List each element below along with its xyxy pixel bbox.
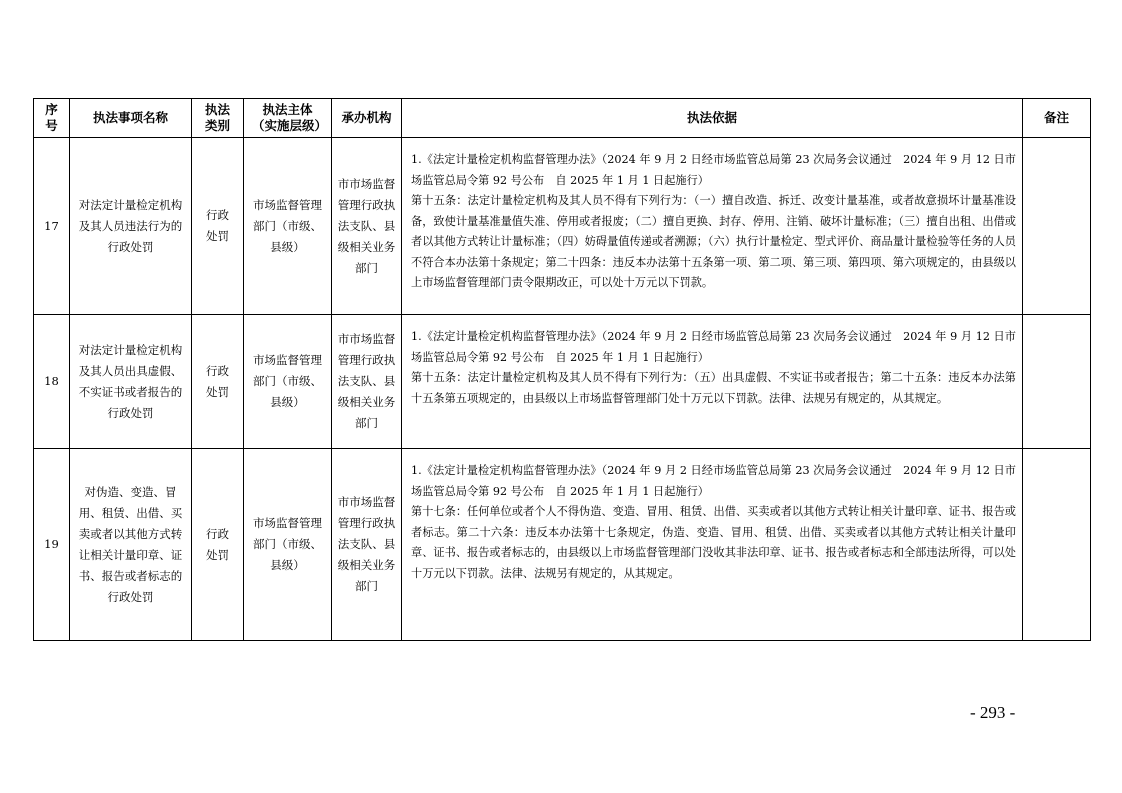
- row-basis: [402, 449, 1023, 641]
- table-row: [34, 138, 1091, 315]
- header-subject: 执法主体（实施层级）: [244, 99, 332, 138]
- row-remark: [1023, 449, 1091, 641]
- basis-paragraph: 1.《法定计量检定机构监督管理办法》（2024 年 9 月 2 日经市场监管总局第 23 次局务会议通过 2024 年 9 月 12 日市场监管总局令第 92 号公布 自 2025 年 1 月 1 日起施行）: [411, 330, 1016, 364]
- row-remark: [1023, 315, 1091, 449]
- header-category: 执法类别: [192, 99, 244, 138]
- table-row: [34, 449, 1091, 641]
- header-org: 承办机构: [332, 99, 402, 138]
- row-basis: [402, 315, 1023, 449]
- row-subject: 市场监督管理部门（市级、县级）: [244, 138, 332, 315]
- row-no: 19: [34, 449, 70, 641]
- basis-paragraph: 第十五条：法定计量检定机构及其人员不得有下列行为：（五）出具虚假、不实证书或者报告；第二十五条：违反本办法第十五条第五项规定的，由县级以上市场监督管理部门处十万元以下罚款。法律、法规另有规定的，从其规定。: [411, 371, 1016, 405]
- row-category: 行政处罚: [192, 138, 244, 315]
- row-basis: [402, 138, 1023, 315]
- table-header-row: [34, 99, 1091, 138]
- header-no: 序号: [34, 99, 70, 138]
- page-number: - 293 -: [970, 703, 1016, 722]
- table-row: [34, 315, 1091, 449]
- row-no: 18: [34, 315, 70, 449]
- basis-paragraph: 1.《法定计量检定机构监督管理办法》（2024 年 9 月 2 日经市场监管总局第 23 次局务会议通过 2024 年 9 月 12 日市场监管总局令第 92 号公布 自 2025 年 1 月 1 日起施行）: [411, 464, 1016, 498]
- header-remark: 备注: [1023, 99, 1091, 138]
- row-category: 行政处罚: [192, 449, 244, 641]
- row-name: 对伪造、变造、冒用、租赁、出借、买卖或者以其他方式转让相关计量印章、证书、报告或者标志的行政处罚: [70, 449, 192, 641]
- row-name: 对法定计量检定机构及其人员违法行为的行政处罚: [70, 138, 192, 315]
- row-org: 市市场监督管理行政执法支队、县级相关业务部门: [332, 315, 402, 449]
- enforcement-items-table: [33, 98, 1091, 641]
- basis-paragraph: 第十七条：任何单位或者个人不得伪造、变造、冒用、租赁、出借、买卖或者以其他方式转让相关计量印章、证书、报告或者标志。第二十六条：违反本办法第十七条规定，伪造、变造、冒用、租赁、出借、买卖或者以其他方式转让相关计量印章、证书、报告或者标志的，由县级以上市场监督管理部门没收其非法印章、证书、报告或者标志和全部违法所得，可以处十万元以下罚款。法律、法规另有规定的，从其规定。: [411, 505, 1016, 580]
- row-subject: 市场监督管理部门（市级、县级）: [244, 315, 332, 449]
- row-org: 市市场监督管理行政执法支队、县级相关业务部门: [332, 138, 402, 315]
- row-remark: [1023, 138, 1091, 315]
- header-name: 执法事项名称: [70, 99, 192, 138]
- row-no: 17: [34, 138, 70, 315]
- row-name: 对法定计量检定机构及其人员出具虚假、不实证书或者报告的行政处罚: [70, 315, 192, 449]
- basis-paragraph: 1.《法定计量检定机构监督管理办法》（2024 年 9 月 2 日经市场监管总局第 23 次局务会议通过 2024 年 9 月 12 日市场监管总局令第 92 号公布 自 2025 年 1 月 1 日起施行）: [411, 153, 1016, 187]
- basis-paragraph: 第十五条：法定计量检定机构及其人员不得有下列行为：（一）擅自改造、拆迁、改变计量基准，或者故意损坏计量基准设备，致使计量基准量值失准、停用或者报废；（二）擅自更换、封存、停用、注销、破坏计量标准；（三）擅自出租、出借或者以其他方式转让计量标准；（四）妨碍量值传递或者溯源；（六）执行计量检定、型式评价、商品量计量检验等任务的人员不符合本办法第十条规定；第二十四条：违反本办法第十五条第一项、第二项、第三项、第四项、第六项规定的，由县级以上市场监督管理部门责令限期改正，可以处十万元以下罚款。: [411, 194, 1016, 289]
- row-category: 行政处罚: [192, 315, 244, 449]
- row-org: 市市场监督管理行政执法支队、县级相关业务部门: [332, 449, 402, 641]
- row-subject: 市场监督管理部门（市级、县级）: [244, 449, 332, 641]
- header-basis: 执法依据: [402, 99, 1023, 138]
